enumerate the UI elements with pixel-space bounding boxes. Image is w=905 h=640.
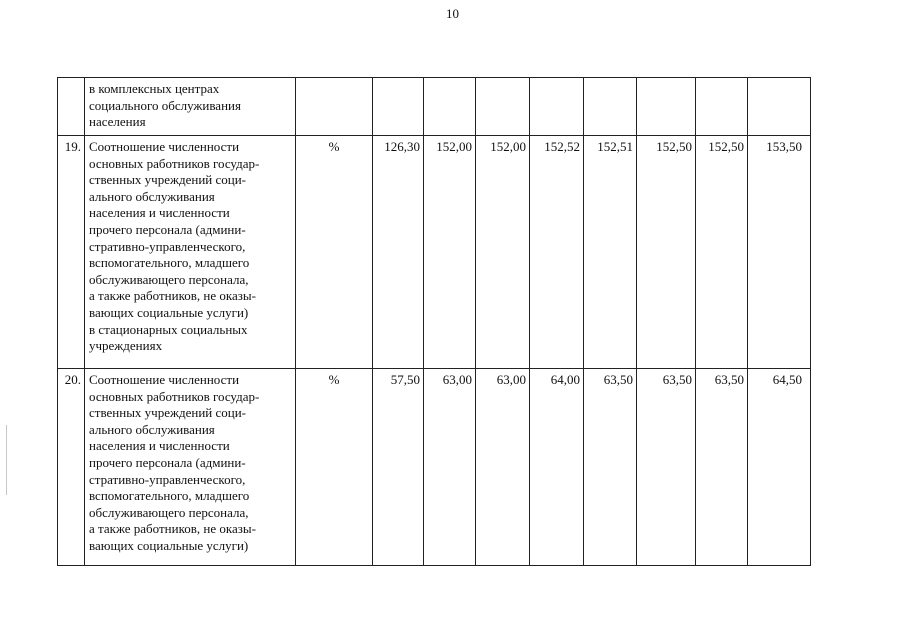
row-number: [58, 78, 85, 136]
value-cell: 63,00: [476, 369, 530, 566]
description-line: ального обслуживания: [89, 421, 215, 437]
value-cell: 153,50: [748, 136, 811, 369]
value-cell: 63,50: [696, 369, 748, 566]
value-cell: [476, 78, 530, 136]
value-cell: 63,50: [637, 369, 696, 566]
value-cell: [424, 78, 476, 136]
description-line: обслуживающего персонала,: [89, 271, 249, 287]
value-cell: 152,50: [637, 136, 696, 369]
description-line: Соотношение численности: [89, 139, 240, 154]
value-cell: 152,00: [424, 136, 476, 369]
description-line: населения и численности: [89, 438, 230, 454]
unit-cell: [296, 78, 373, 136]
indicator-table: [57, 77, 811, 566]
description-line: населения и численности: [89, 205, 230, 221]
table-row: [58, 78, 811, 136]
value-cell: [530, 78, 584, 136]
description-line: в стационарных социальных: [89, 321, 248, 337]
table-body: [58, 78, 811, 566]
description-line: ственных учреждений соци-: [89, 405, 246, 421]
value-cell: 152,50: [696, 136, 748, 369]
description-line: а также работников, не оказы-: [89, 288, 256, 304]
value-cell: [696, 78, 748, 136]
description-line: социального обслуживания: [89, 97, 241, 113]
description-line: основных работников государ-: [89, 155, 260, 171]
description-line: а также работников, не оказы-: [89, 521, 256, 537]
table-row: [58, 136, 811, 369]
description-line: вающих социальные услуги): [89, 304, 249, 320]
indicator-description: [85, 78, 296, 136]
description-line: прочего персонала (админи-: [89, 454, 246, 470]
description-line: вспомогательного, младшего: [89, 488, 250, 504]
value-cell: [637, 78, 696, 136]
row-number: 20.: [58, 369, 85, 566]
description-line: вающих социальные услуги): [89, 537, 249, 553]
value-cell: 152,00: [476, 136, 530, 369]
value-cell: 64,50: [748, 369, 811, 566]
description-line: прочего персонала (админи-: [89, 221, 246, 237]
description-line: ственных учреждений соци-: [89, 172, 246, 188]
indicator-description: [85, 369, 296, 566]
description-line: стративно-управленческого,: [89, 238, 246, 254]
description-line: вспомогательного, младшего: [89, 255, 250, 271]
page-number: 10: [446, 6, 459, 21]
value-cell: [584, 78, 637, 136]
value-cell: 63,00: [424, 369, 476, 566]
value-cell: 63,50: [584, 369, 637, 566]
unit-cell: %: [296, 369, 373, 566]
value-cell: 64,00: [530, 369, 584, 566]
description-line: основных работников государ-: [89, 388, 260, 404]
value-cell: [373, 78, 424, 136]
indicator-description: [85, 136, 296, 369]
value-cell: 57,50: [373, 369, 424, 566]
description-line: населения: [89, 114, 146, 130]
description-line: стративно-управленческого,: [89, 471, 246, 487]
description-line: Соотношение численности: [89, 372, 240, 387]
row-number: 19.: [58, 136, 85, 369]
description-line: обслуживающего персонала,: [89, 504, 249, 520]
description-line: ального обслуживания: [89, 188, 215, 204]
scan-margin-mark: [6, 425, 7, 495]
value-cell: 126,30: [373, 136, 424, 369]
description-line: в комплексных центрах: [89, 81, 220, 96]
description-line: учреждениях: [89, 338, 163, 354]
table-row: [58, 369, 811, 566]
value-cell: 152,51: [584, 136, 637, 369]
value-cell: [748, 78, 811, 136]
unit-cell: %: [296, 136, 373, 369]
value-cell: 152,52: [530, 136, 584, 369]
